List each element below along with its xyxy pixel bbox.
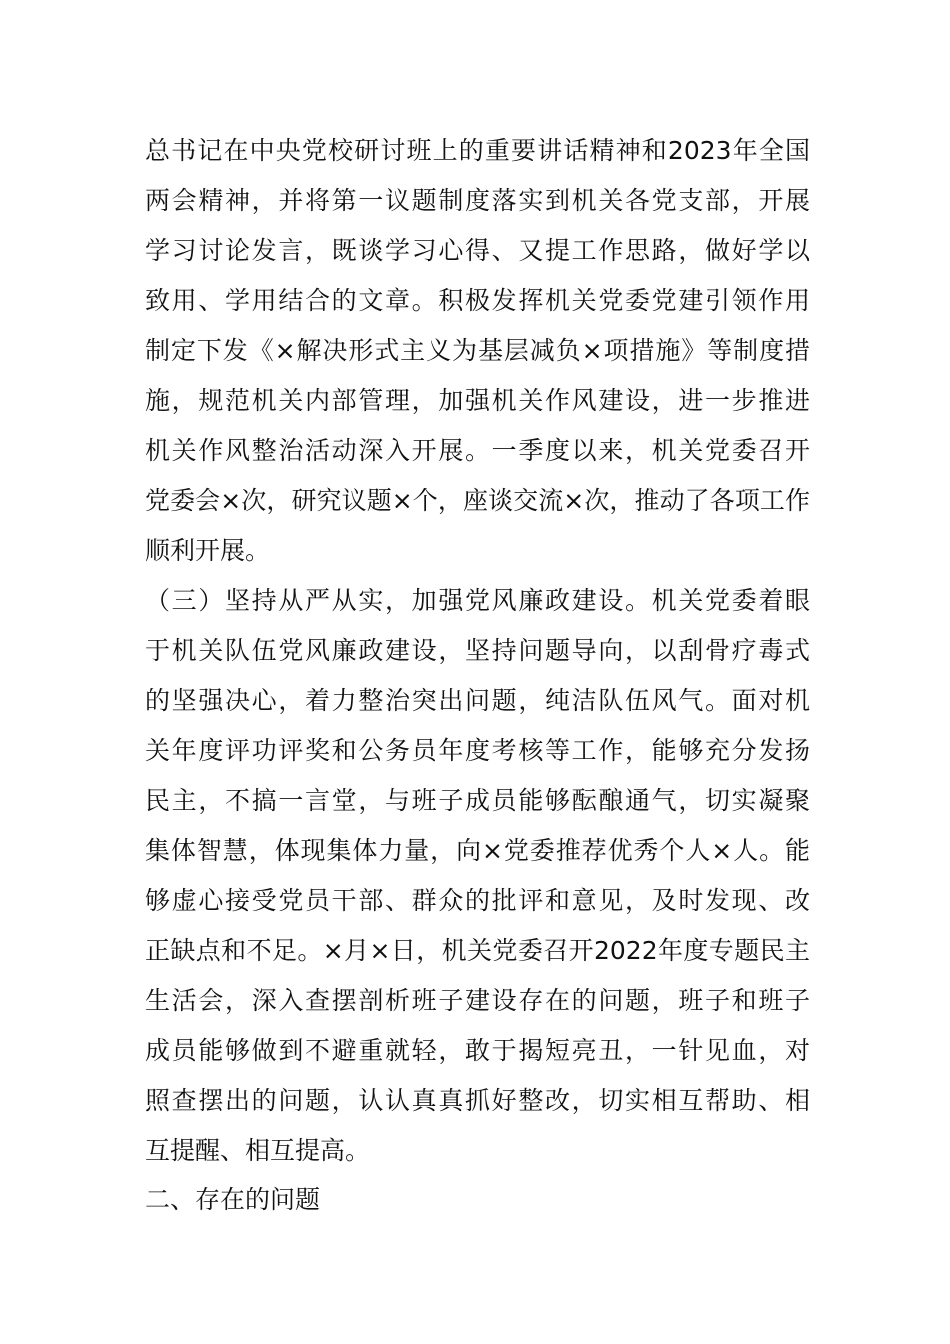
text-line: 顺利开展。 — [145, 536, 271, 565]
text-line: 互提醒、相互提高。 — [145, 1136, 371, 1165]
text-line: 两会精神，并将第一议题制度落实到机关各党支部，开展 — [145, 186, 810, 215]
text-line: 正缺点和不足。×月×日，机关党委召开2022年度专题民主 — [145, 936, 810, 965]
text-line: 的坚强决心，着力整治突出问题，纯洁队伍风气。面对机 — [145, 686, 810, 715]
text-line: 生活会，深入查摆剖析班子建设存在的问题，班子和班子 — [145, 986, 810, 1015]
text-line: 成员能够做到不避重就轻，敢于揭短亮丑，一针见血，对 — [145, 1036, 810, 1065]
text-line: 够虚心接受党员干部、群众的批评和意见，及时发现、改 — [145, 886, 810, 915]
text-line: 集体智慧，体现集体力量，向×党委推荐优秀个人×人。能 — [145, 836, 810, 865]
text-line: 总书记在中央党校研讨班上的重要讲话精神和2023年全国 — [145, 136, 810, 165]
text-line: 党委会×次，研究议题×个，座谈交流×次，推动了各项工作 — [145, 486, 810, 515]
text-line: 照查摆出的问题，认认真真抓好整改，切实相互帮助、相 — [145, 1086, 810, 1115]
text-line: 施，规范机关内部管理，加强机关作风建设，进一步推进 — [145, 386, 810, 415]
text-line: 机关作风整治活动深入开展。一季度以来，机关党委召开 — [145, 436, 810, 465]
text-line: 制定下发《×解决形式主义为基层减负×项措施》等制度措 — [145, 336, 810, 365]
text-line: 学习讨论发言，既谈学习心得、又提工作思路，做好学以 — [145, 236, 810, 265]
section-heading-line: （三）坚持从严从实，加强党风廉政建设。机关党委着眼 — [145, 586, 810, 615]
text-line: 民主，不搞一言堂，与班子成员能够酝酿通气，切实凝聚 — [145, 786, 810, 815]
text-line: 关年度评功评奖和公务员年度考核等工作，能够充分发扬 — [145, 736, 810, 765]
text-line: 致用、学用结合的文章。积极发挥机关党委党建引领作用 — [145, 286, 810, 315]
text-line: 于机关队伍党风廉政建设，坚持问题导向，以刮骨疗毒式 — [145, 636, 810, 665]
section-heading: 二、存在的问题 — [145, 1185, 321, 1214]
